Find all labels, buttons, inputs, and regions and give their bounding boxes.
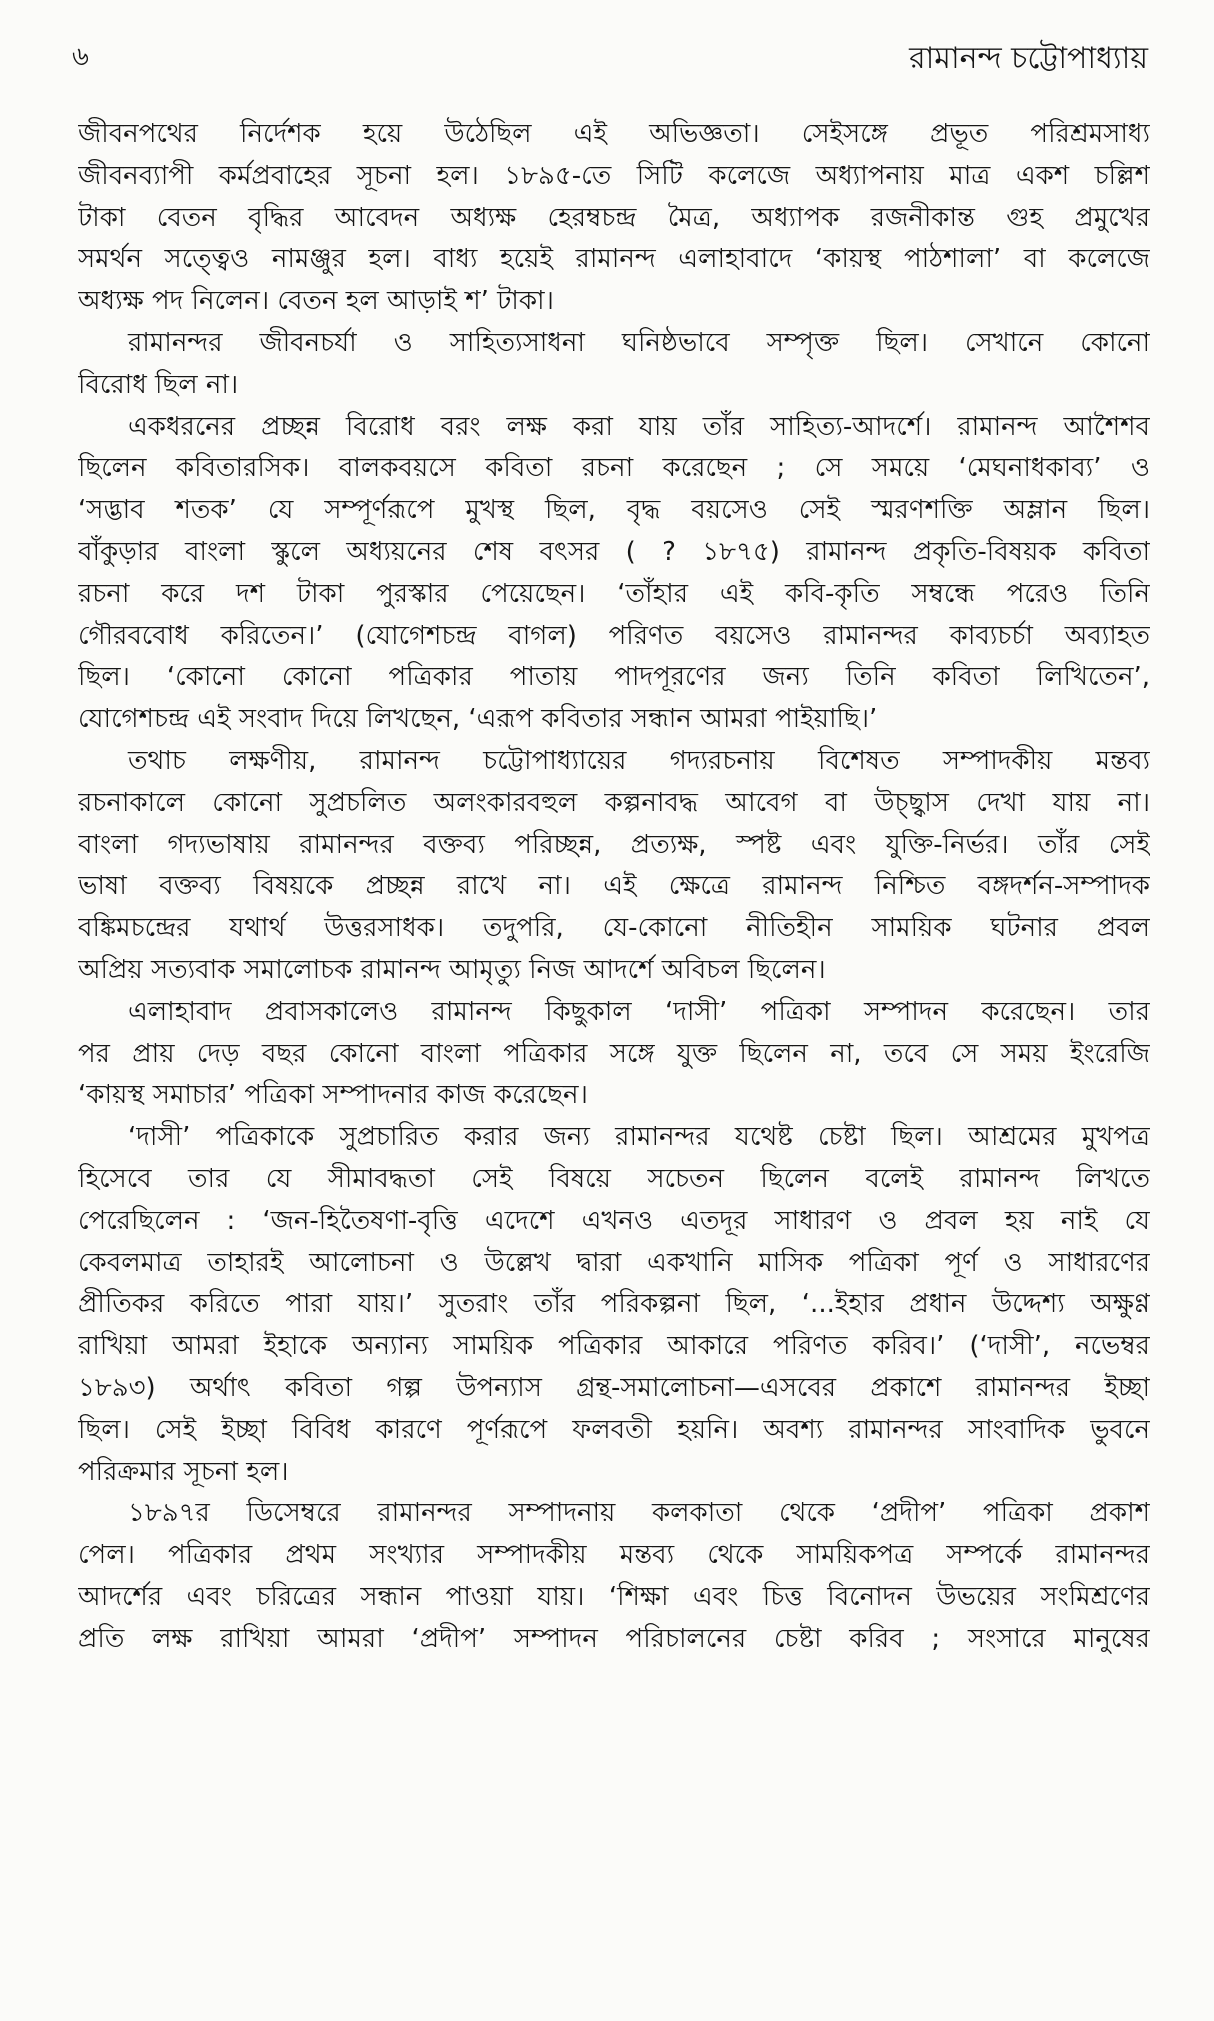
text-line: রাখিয়া আমরা ইহাকে অন্যান্য সাময়িক পত্রিকার আকারে পরিণত করিব।’ (‘দাসী’, নভেম্বর <box>78 1331 1150 1362</box>
text-line: প্রীতিকর করিতে পারা যায়।’ সুতরাং তাঁর পরিকল্পনা ছিল, ‘...ইহার প্রধান উদ্দেশ্য অক্ষুণ্ণ <box>78 1289 1150 1320</box>
running-title: রামানন্দ চট্টোপাধ্যায় <box>909 41 1148 76</box>
text-line: কেবলমাত্র তাহারই আলোচনা ও উল্লেখ দ্বারা একখানি মাসিক পত্রিকা পূর্ণ ও সাধারণের <box>78 1247 1150 1278</box>
text-line: পেল। পত্রিকার প্রথম সংখ্যার সম্পাদকীয় মন্তব্য থেকে সাময়িকপত্র সম্পর্কে রামানন্দর <box>78 1540 1150 1571</box>
text-line: পেরেছিলেন : ‘জন-হিতৈষণা-বৃত্তি এদেশে এখনও এতদূর সাধারণ ও প্রবল হয় নাই যে <box>78 1205 1150 1236</box>
text-line: হিসেবে তার যে সীমাবদ্ধতা সেই বিষয়ে সচেতন ছিলেন বলেই রামানন্দ লিখতে <box>78 1163 1150 1194</box>
text-line: আদর্শের এবং চরিত্রের সন্ধান পাওয়া যায়। ‘শিক্ষা এবং চিত্ত বিনোদন উভয়ের সংমিশ্রণের <box>78 1581 1150 1612</box>
page-number: ৬ <box>72 42 89 72</box>
text-line: ১৮৯৭র ডিসেম্বরে রামানন্দর সম্পাদনায় কলকাতা থেকে ‘প্রদীপ’ পত্রিকা প্রকাশ <box>128 1498 1150 1529</box>
text-line: বঙ্কিমচন্দ্রের যথার্থ উত্তরসাধক। তদুপরি, যে-কোনো নীতিহীন সাময়িক ঘটনার প্রবল <box>78 913 1150 944</box>
text-line: ছিল। সেই ইচ্ছা বিবিধ কারণে পূর্ণরূপে ফলবতী হয়নি। অবশ্য রামানন্দর সাংবাদিক ভুবনে <box>78 1414 1150 1445</box>
text-line: পরিক্রমার সূচনা হল। <box>78 1456 289 1487</box>
text-line: প্রতি লক্ষ রাখিয়া আমরা ‘প্রদীপ’ সম্পাদন পরিচালনের চেষ্টা করিব ; সংসারে মানুষের <box>78 1623 1150 1654</box>
text-line: ভাষা বক্তব্য বিষয়কে প্রচ্ছন্ন রাখে না। এই ক্ষেত্রে রামানন্দ নিশ্চিত বঙ্গদর্শন-সম্পাদক <box>78 871 1150 902</box>
text-line: অপ্রিয় সত্যবাক সমালোচক রামানন্দ আমৃত্যু নিজ আদর্শে অবিচল ছিলেন। <box>78 954 826 985</box>
text-line: বাংলা গদ্যভাষায় রামানন্দর বক্তব্য পরিচ্ছন্ন, প্রত্যক্ষ, স্পষ্ট এবং যুক্তি-নির্ভর। তাঁর সেই <box>78 829 1150 860</box>
text-line: ছিলেন কবিতারসিক। বালকবয়সে কবিতা রচনা করেছেন ; সে সময়ে ‘মেঘনাধকাব্য’ ও <box>78 453 1150 484</box>
text-line: গৌরববোধ করিতেন।’ (যোগেশচন্দ্র বাগল) পরিণত বয়সেও রামানন্দর কাব্যচর্চা অব্যাহত <box>78 620 1150 651</box>
text-line: রচনাকালে কোনো সুপ্রচলিত অলংকারবহুল কল্পনাবদ্ধ আবেগ বা উচ্ছ্বাস দেখা যায় না। <box>78 787 1150 818</box>
text-line: তথাচ লক্ষণীয়, রামানন্দ চট্টোপাধ্যায়ের গদ্যরচনায় বিশেষত সম্পাদকীয় মন্তব্য <box>128 745 1150 776</box>
text-line: ‘কায়স্থ সমাচার’ পত্রিকা সম্পাদনার কাজ করেছেন। <box>78 1080 588 1111</box>
text-line: একধরনের প্রচ্ছন্ন বিরোধ বরং লক্ষ করা যায় তাঁর সাহিত্য-আদর্শে। রামানন্দ আশৈশব <box>128 411 1150 442</box>
text-line: যোগেশচন্দ্র এই সংবাদ দিয়ে লিখছেন, ‘এরূপ কবিতার সন্ধান আমরা পাইয়াছি।’ <box>78 704 878 735</box>
body-text <box>78 114 1150 1660</box>
text-line: জীবনপথের নির্দেশক হয়ে উঠেছিল এই অভিজ্ঞতা। সেইসঙ্গে প্রভূত পরিশ্রমসাধ্য <box>78 119 1150 149</box>
text-line: ১৮৯৩) অর্থাৎ কবিতা গল্প উপন্যাস গ্রন্থ-সমালোচনা—এসবের প্রকাশে রামানন্দর ইচ্ছা <box>78 1372 1150 1403</box>
text-line: ‘সদ্ভাব শতক’ যে সম্পূর্ণরূপে মুখস্থ ছিল, বৃদ্ধ বয়সেও সেই স্মরণশক্তি অম্লান ছিল। <box>78 495 1150 526</box>
text-line: ছিল। ‘কোনো কোনো পত্রিকার পাতায় পাদপূরণের জন্য তিনি কবিতা লিখিতেন’, <box>78 662 1150 693</box>
text-line: অধ্যক্ষ পদ নিলেন। বেতন হল আড়াই শ’ টাকা। <box>78 286 554 317</box>
text-line: এলাহাবাদ প্রবাসকালেও রামানন্দ কিছুকাল ‘দাসী’ পত্রিকা সম্পাদন করেছেন। তার <box>128 996 1150 1027</box>
text-line: ‘দাসী’ পত্রিকাকে সুপ্রচারিত করার জন্য রামানন্দর যথেষ্ট চেষ্টা ছিল। আশ্রমের মুখপত্র <box>128 1122 1150 1153</box>
text-line: পর প্রায় দেড় বছর কোনো বাংলা পত্রিকার সঙ্গে যুক্ত ছিলেন না, তবে সে সময় ইংরেজি <box>78 1038 1150 1069</box>
text-line: টাকা বেতন বৃদ্ধির আবেদন অধ্যক্ষ হেরম্বচন্দ্র মৈত্র, অধ্যাপক রজনীকান্ত গুহ প্রমুখের <box>78 202 1150 233</box>
text-line: বিরোধ ছিল না। <box>78 369 239 400</box>
text-line: জীবনব্যাপী কর্মপ্রবাহের সূচনা হল। ১৮৯৫-তে সিটি কলেজে অধ্যাপনায় মাত্র একশ চল্লিশ <box>78 160 1150 191</box>
text-line: রচনা করে দশ টাকা পুরস্কার পেয়েছেন। ‘তাঁহার এই কবি-কৃতি সম্বন্ধে পরেও তিনি <box>78 578 1150 609</box>
text-line: সমর্থন সত্ত্বেও নামঞ্জুর হল। বাধ্য হয়েই রামানন্দ এলাহাবাদে ‘কায়স্থ পাঠশালা’ বা কলেজে <box>78 244 1150 275</box>
text-line: রামানন্দর জীবনচর্যা ও সাহিত্যসাধনা ঘনিষ্ঠভাবে সম্পৃক্ত ছিল। সেখানে কোনো <box>128 327 1150 358</box>
text-line: বাঁকুড়ার বাংলা স্কুলে অধ্যয়নের শেষ বৎসর ( ? ১৮৭৫) রামানন্দ প্রকৃতি-বিষয়ক কবিতা <box>78 536 1150 567</box>
